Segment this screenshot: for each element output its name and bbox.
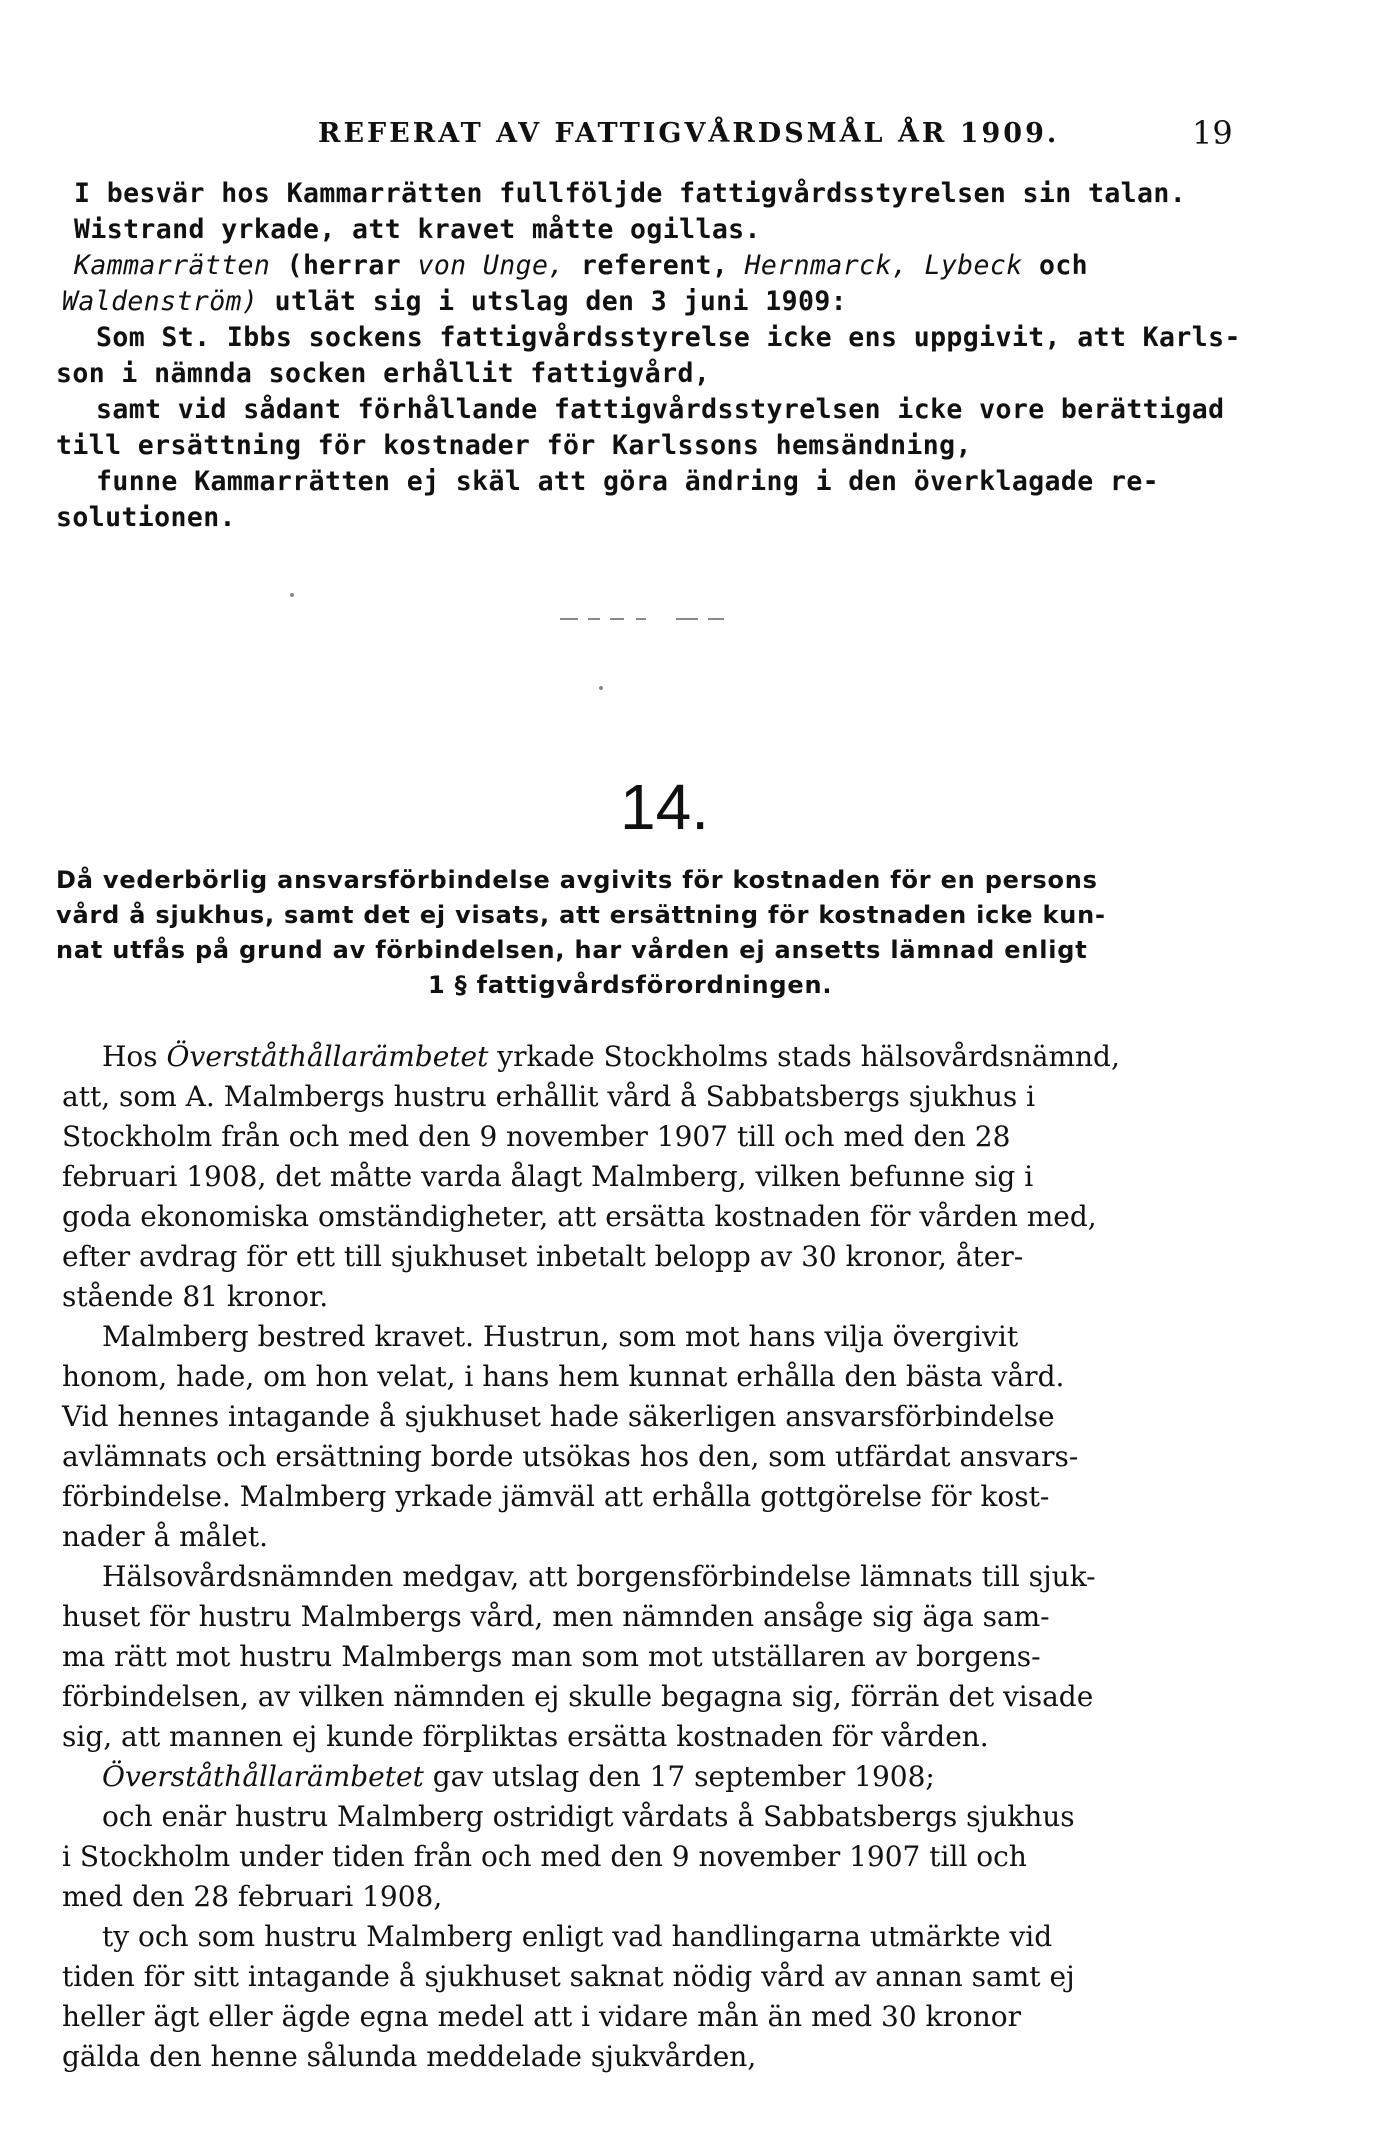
separator-dash (610, 618, 624, 620)
body-line: samt vid sådant förhållande fattigvårdsstyrelsen icke vore berättigad (96, 394, 1225, 425)
body-line: honom, hade, om hon velat, i hans hem kunnat erhålla den bästa vård. (62, 1360, 1065, 1393)
body-line: sig, att mannen ej kunde förpliktas ersätta kostnaden för vården. (62, 1720, 989, 1753)
body-line: Malmberg bestred kravet. Hustrun, som mot hans vilja övergivit (102, 1320, 1019, 1353)
text-span: och (1022, 250, 1089, 281)
body-line: nader å målet. (62, 1520, 269, 1553)
judge-name: Waldenström) (62, 286, 259, 317)
body-line: Som St. Ibbs sockens fattigvårdsstyrelse icke ens uppgivit, att Karls- (96, 322, 1241, 353)
body-line: och enär hustru Malmberg ostridigt vårdats å Sabbatsbergs sjukhus (102, 1800, 1075, 1833)
body-line: februari 1908, det måtte varda ålagt Malmberg, vilken befunne sig i (62, 1160, 1034, 1193)
body-line: funne Kammarrätten ej skäl att göra ändring i den överklagade re- (96, 466, 1160, 497)
body-line: förbindelse. Malmberg yrkade jämväl att erhålla gottgörelse för kost- (62, 1480, 1050, 1513)
running-title: REFERAT AV FATTIGVÅRDSMÅL ÅR 1909. (318, 118, 1060, 149)
body-line: tiden för sitt intagande å sjukhuset saknat nödig vård av annan samt ej (62, 1960, 1075, 1993)
summary-line: 1 § fattigvårdsförordningen. (428, 971, 833, 999)
court-name: Kammarrätten (74, 250, 271, 281)
text-span: utlät sig i utslag den 3 juni 1909: (258, 286, 848, 317)
body-line: Vid hennes intagande å sjukhuset hade säkerligen ansvarsförbindelse (62, 1400, 1055, 1433)
ink-speck (290, 593, 294, 597)
ink-speck (599, 686, 603, 690)
page-number: 19 (1192, 114, 1233, 152)
body-line: förbindelsen, av vilken nämnden ej skulle begagna sig, förrän det visade (62, 1680, 1094, 1713)
body-line: stående 81 kronor. (62, 1280, 329, 1313)
summary-line: nat utfås på grund av förbindelsen, har vården ej ansetts lämnad enligt (56, 936, 1088, 964)
body-line: till ersättning för kostnader för Karlssons hemsändning, (56, 430, 972, 461)
summary-line: vård å sjukhus, samt det ej visats, att ersättning för kostnaden icke kun- (56, 901, 1106, 929)
body-line: solutionen. (56, 502, 236, 533)
body-line: att, som A. Malmbergs hustru erhållit vård å Sabbatsbergs sjukhus i (62, 1080, 1036, 1113)
body-line: son i nämnda socken erhållit fattigvård, (56, 358, 711, 389)
body-line: med den 28 februari 1908, (62, 1880, 443, 1913)
body-line: goda ekonomiska omständigheter, att ersätta kostnaden för vården med, (62, 1200, 1097, 1233)
summary-line: Då vederbörlig ansvarsförbindelse avgivits för kostnaden för en persons (56, 866, 1098, 894)
section-number: 14. (620, 771, 709, 843)
judge-name: von Unge, (417, 250, 565, 281)
body-line: efter avdrag för ett till sjukhuset inbetalt belopp av 30 kronor, åter- (62, 1240, 1024, 1273)
separator-dash (588, 618, 600, 620)
body-line (102, 1040, 1120, 1073)
text-span: yrkade Stockholms stads hälsovårdsnämnd, (488, 1040, 1120, 1073)
body-line: Stockholm från och med den 9 november 1907 till och med den 28 (62, 1120, 1011, 1153)
body-line: I besvär hos Kammarrätten fullföljde fattigvårdsstyrelsen sin talan. (74, 178, 1187, 209)
body-line: avlämnats och ersättning borde utsökas hos den, som utfärdat ansvars- (62, 1440, 1079, 1473)
body-line: heller ägt eller ägde egna medel att i vidare mån än med 30 kronor (62, 2000, 1022, 2033)
body-line: huset för hustru Malmbergs vård, men nämnden ansåge sig äga sam- (62, 1600, 1050, 1633)
judge-names: Hernmarck, Lybeck (744, 250, 1023, 281)
separator-dash (676, 618, 698, 620)
text-span: gav utslag den 17 september 1908; (423, 1760, 935, 1793)
text-span: (herrar (270, 250, 418, 281)
authority-name: Överståthållarämbetet (166, 1040, 489, 1073)
body-line (102, 1760, 935, 1793)
separator-dash (636, 618, 646, 620)
authority-name: Överståthållarämbetet (102, 1760, 424, 1793)
body-line (62, 286, 847, 317)
body-line: Wistrand yrkade, att kravet måtte ogillas. (74, 214, 761, 245)
body-line: i Stockholm under tiden från och med den 9 november 1907 till och (62, 1840, 1027, 1873)
separator-dash (708, 618, 724, 620)
text-span: referent, (564, 250, 745, 281)
body-line: Hälsovårdsnämnden medgav, att borgensförbindelse lämnats till sjuk- (102, 1560, 1096, 1593)
body-line: ma rätt mot hustru Malmbergs man som mot utställaren av borgens- (62, 1640, 1041, 1673)
text-span: Hos (102, 1040, 167, 1073)
body-line: gälda den henne sålunda meddelade sjukvården, (62, 2040, 757, 2073)
separator-dash (560, 618, 578, 620)
body-line (74, 250, 1088, 281)
body-line: ty och som hustru Malmberg enligt vad handlingarna utmärkte vid (102, 1920, 1053, 1953)
